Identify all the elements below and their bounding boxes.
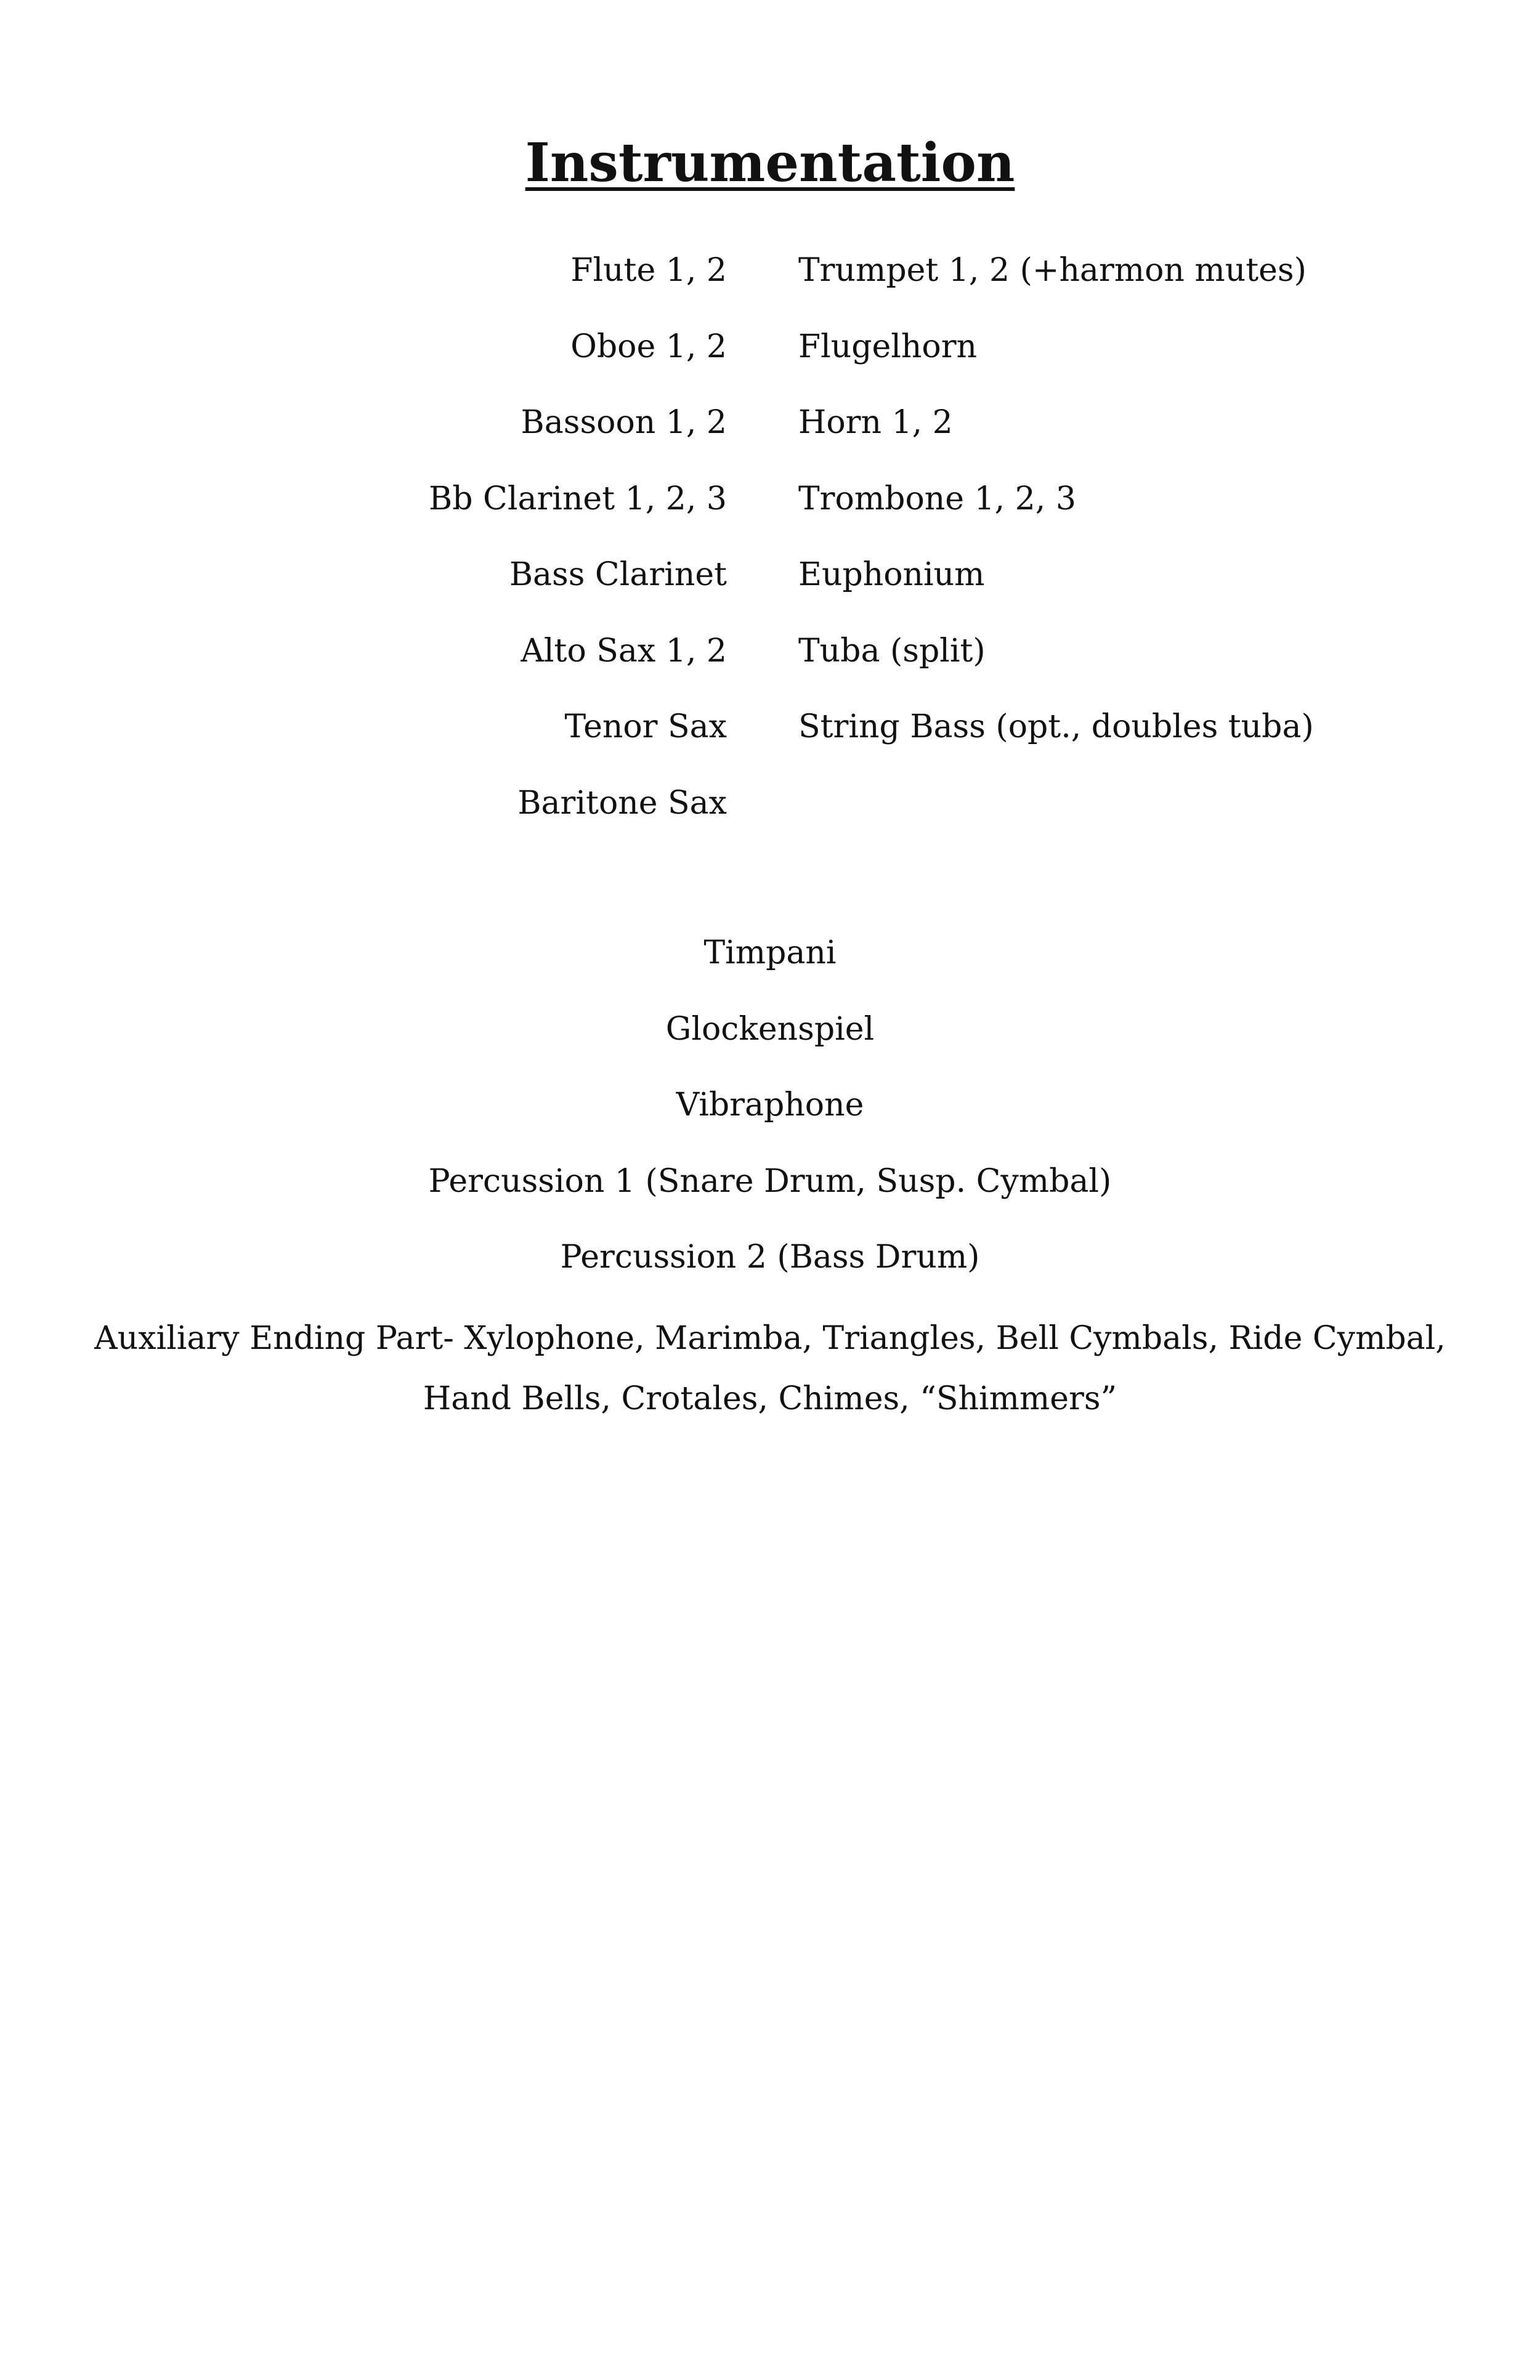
instrument-item: Flute 1, 2: [570, 252, 727, 289]
instrument-item: Vibraphone: [676, 1087, 864, 1123]
instrument-item: Trumpet 1, 2 (+harmon mutes): [798, 252, 1307, 289]
instrument-item: Bb Clarinet 1, 2, 3: [429, 480, 727, 517]
instrument-item: Bassoon 1, 2: [521, 404, 727, 441]
instrument-item: Tenor Sax: [564, 708, 727, 745]
instrument-item: Bass Clarinet: [509, 556, 727, 593]
instrument-item: Percussion 2 (Bass Drum): [560, 1239, 980, 1276]
instrument-item: Trombone 1, 2, 3: [798, 480, 1076, 517]
woodwinds-column: [172, 246, 727, 855]
instrument-item: Glockenspiel: [665, 1010, 875, 1048]
instrument-item: Percussion 1 (Snare Drum, Susp. Cymbal): [428, 1162, 1112, 1200]
instrument-item: Baritone Sax: [517, 784, 727, 822]
instrument-item: Euphonium: [798, 556, 985, 593]
instrument-item: Timpani: [703, 934, 837, 971]
instrument-item: Tuba (split): [798, 632, 986, 670]
auxiliary-ending-part: [0, 1308, 1540, 1429]
instrument-item: Oboe 1, 2: [570, 328, 727, 365]
auxiliary-line: Hand Bells, Crotales, Chimes, “Shimmers”: [423, 1380, 1117, 1417]
instrument-item: String Bass (opt., doubles tuba): [798, 708, 1314, 745]
instrument-item: Horn 1, 2: [798, 404, 953, 441]
instrument-item: Alto Sax 1, 2: [521, 632, 727, 670]
page-title: Instrumentation: [525, 132, 1015, 194]
auxiliary-line: Auxiliary Ending Part- Xylophone, Marimba, Triangles, Bell Cymbals, Ride Cymbal,: [94, 1320, 1446, 1357]
percussion-list: [0, 929, 1540, 1309]
instrument-item: Flugelhorn: [798, 328, 978, 365]
brass-column: [798, 246, 1507, 779]
